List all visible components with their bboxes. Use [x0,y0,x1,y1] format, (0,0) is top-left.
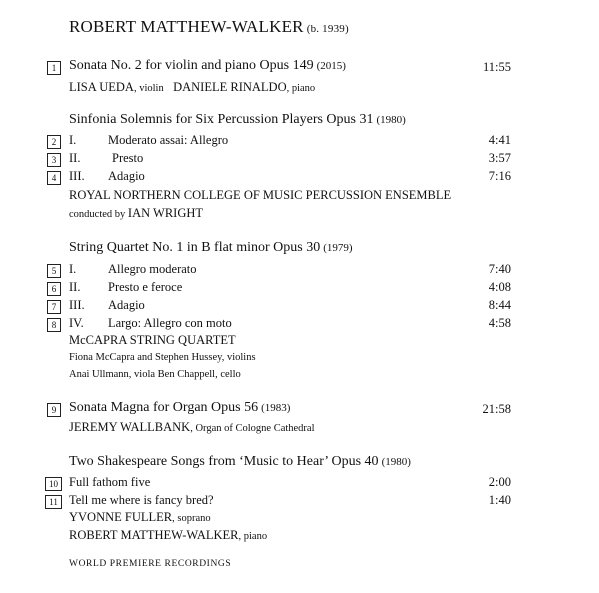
work-title [69,454,411,470]
performers-line [69,420,315,435]
movement-title: Largo: Allegro con moto [108,316,232,330]
performer-role: , piano [286,83,316,94]
song-title: Full fathom five [69,475,151,489]
performer-role: , soprano [172,513,211,524]
movement-title: Presto [112,151,144,165]
performer-name: LISA UEDA [69,80,134,94]
track-duration: 1:40 [488,493,511,507]
movement-title: Presto e feroce [108,280,183,294]
track-number: 2 [47,135,61,149]
work-title [69,240,353,256]
track-number: 11 [45,495,62,509]
performer-name: YVONNE FULLER [69,510,173,524]
conductor-prefix: conducted by [69,209,128,220]
work-title-text: Sinfonia Solemnis for Six Percussion Players Opus 31 [69,112,374,127]
movement-numeral: III. [69,298,85,312]
track-duration: 4:41 [488,133,511,147]
track-duration: 21:58 [482,402,511,416]
work-year: (1979) [323,242,353,254]
track-number: 1 [47,61,61,75]
performer-role: , violin [133,83,164,94]
track-duration: 11:55 [482,60,511,74]
conductor-name: IAN WRIGHT [127,206,204,220]
work-title-text: Sonata Magna for Organ Opus 56 [69,400,259,415]
work-year: (1980) [381,456,411,468]
work-title-text: Sonata No. 2 for violin and piano Opus 149 [69,58,314,73]
performer-name: ROBERT MATTHEW-WALKER [69,528,239,542]
movement-numeral: I. [69,262,77,276]
track-number: 7 [47,300,61,314]
performer-name: JEREMY WALLBANK [69,420,191,434]
track-duration: 3:57 [488,151,511,165]
track-number: 5 [47,264,61,278]
track-number: 9 [47,403,61,417]
performers-line [69,510,211,525]
performer-role: , Organ of Cologne Cathedral [190,423,315,434]
track-duration: 8:44 [488,298,511,312]
work-year: (1983) [261,402,291,414]
movement-numeral: III. [69,169,85,183]
track-duration: 7:40 [488,262,511,276]
track-duration: 2:00 [488,475,511,489]
performers-line [69,80,315,95]
movement-title: Allegro moderato [108,262,197,276]
track-number: 4 [47,171,61,185]
ensemble-name: McCAPRA STRING QUARTET [69,333,236,347]
composer-heading [69,17,349,37]
ensemble-members: Anai Ullmann, viola Ben Chappell, cello [69,369,241,380]
track-number: 3 [47,153,61,167]
footer-note: WORLD PREMIERE RECORDINGS [69,559,232,569]
work-title-text: Two Shakespeare Songs from ‘Music to Hear’ Opus 40 [69,454,379,469]
work-title-text: String Quartet No. 1 in B flat minor Opus 30 [69,240,321,255]
track-number: 10 [45,477,62,491]
performers-line [69,528,267,543]
composer-dates: (b. 1939) [306,23,349,35]
work-year: (1980) [376,114,406,126]
work-title [69,58,346,74]
track-duration: 7:16 [488,169,511,183]
work-title [69,112,406,128]
conductor-line [69,206,203,221]
performer-name: DANIELE RINALDO [173,80,287,94]
composer-name: ROBERT MATTHEW-WALKER [69,17,304,36]
performer-role: , piano [238,531,268,542]
track-number: 8 [47,318,61,332]
ensemble-members: Fiona McCapra and Stephen Hussey, violins [69,352,256,363]
track-duration: 4:58 [488,316,511,330]
movement-title: Adagio [108,298,145,312]
movement-numeral: II. [69,151,81,165]
movement-numeral: IV. [69,316,84,330]
movement-title: Adagio [108,169,145,183]
track-number: 6 [47,282,61,296]
work-year: (2015) [316,60,346,72]
movement-title: Moderato assai: Allegro [108,133,229,147]
ensemble-name: ROYAL NORTHERN COLLEGE OF MUSIC PERCUSSION ENSEMBLE [69,188,452,202]
movement-numeral: I. [69,133,77,147]
movement-numeral: II. [69,280,81,294]
track-duration: 4:08 [488,280,511,294]
work-title [69,400,290,416]
song-title: Tell me where is fancy bred? [69,493,214,507]
